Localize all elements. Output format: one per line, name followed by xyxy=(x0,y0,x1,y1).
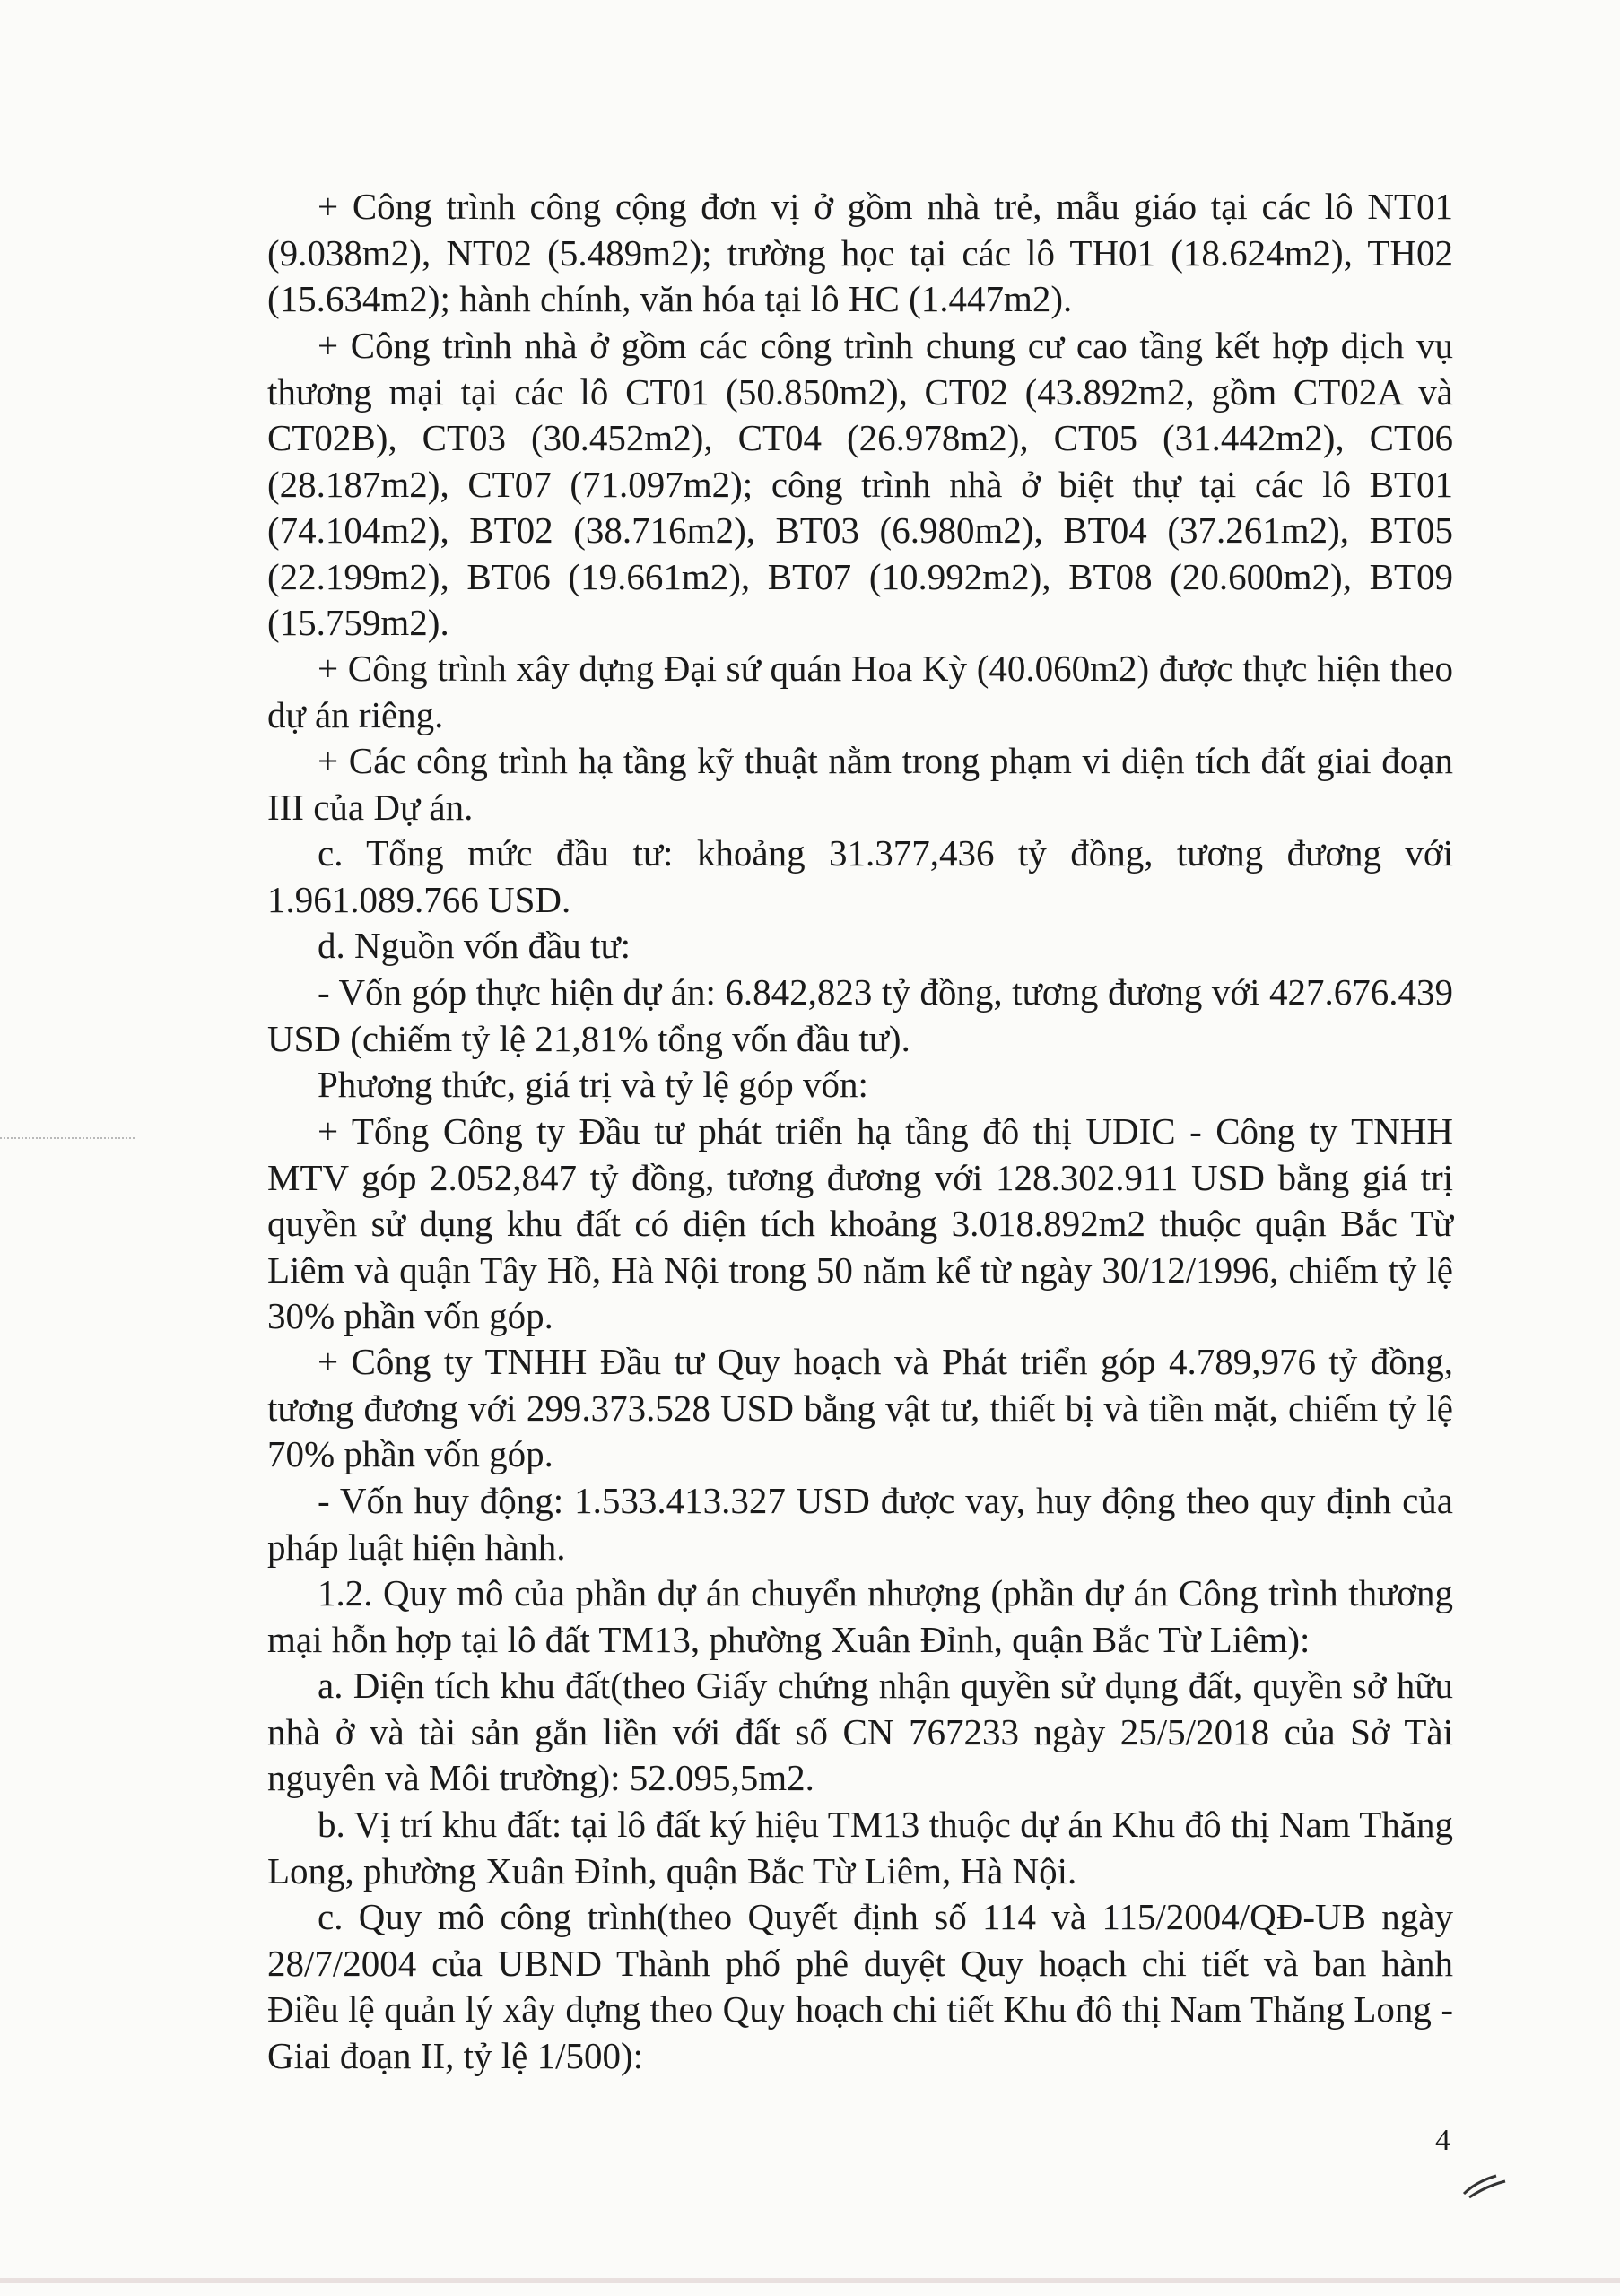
paragraph-housing-works: + Công trình nhà ở gồm các công trình chung cư cao tầng kết hợp dịch vụ thương mại tại các lô CT01 (50.850m2), CT02 (43.892m2, gồm CT02A và CT02B), CT03 (30.452m2), CT04 (26.978m2), CT05 (31.442m2), CT06 (28.187m2), CT07 (71.097m2); công trình nhà ở biệt thự tại các lô BT01 (74.104m2), BT02 (38.716m2), BT03 (6.980m2), BT04 (37.261m2), BT05 (22.199m2), BT06 (19.661m2), BT07 (10.992m2), BT08 (20.600m2), BT09 (15.759m2). xyxy=(267,325,1453,643)
paragraph-public-works: + Công trình công cộng đơn vị ở gồm nhà trẻ, mẫu giáo tại các lô NT01 (9.038m2), NT02 (5.489m2); trường học tại các lô TH01 (18.624m2), TH02 (15.634m2); hành chính, văn hóa tại lô HC (1.447m2). xyxy=(267,186,1453,319)
paragraph-construction-scale: c. Quy mô công trình(theo Quyết định số 114 và 115/2004/QĐ-UB ngày 28/7/2004 của UBND Thành phố phê duyệt Quy hoạch chi tiết và ban hành Điều lệ quản lý xây dựng theo Quy hoạch chi tiết Khu đô thị Nam Thăng Long - Giai đoạn II, tỷ lệ 1/500): xyxy=(267,1896,1453,2076)
paragraph-total-investment: c. Tổng mức đầu tư: khoảng 31.377,436 tỷ đồng, tương đương với 1.961.089.766 USD. xyxy=(267,832,1453,920)
page-number: 4 xyxy=(1435,2124,1450,2157)
paragraph-partner-contribution: + Công ty TNHH Đầu tư Quy hoạch và Phát triển góp 4.789,976 tỷ đồng, tương đương với 299.373.528 USD bằng vật tư, thiết bị và tiền mặt, chiếm tỷ lệ 70% phần vốn góp. xyxy=(267,1341,1453,1474)
paragraph-mobilized-capital: - Vốn huy động: 1.533.413.327 USD được vay, huy động theo quy định của pháp luật hiện hành. xyxy=(267,1480,1453,1568)
paragraph-land-location: b. Vị trí khu đất: tại lô đất ký hiệu TM13 thuộc dự án Khu đô thị Nam Thăng Long, phường Xuân Đỉnh, quận Bắc Từ Liêm, Hà Nội. xyxy=(267,1804,1453,1892)
paragraph-udic-contribution: + Tổng Công ty Đầu tư phát triển hạ tầng đô thị UDIC - Công ty TNHH MTV góp 2.052,847 tỷ đồng, tương đương với 128.302.911 USD bằng giá trị quyền sử dụng khu đất có diện tích khoảng 3.018.892m2 thuộc quận Bắc Từ Liêm và quận Tây Hồ, Hà Nội trong 50 năm kể từ ngày 30/12/1996, chiếm tỷ lệ 30% phần vốn góp. xyxy=(267,1110,1453,1336)
scan-bottom-edge xyxy=(0,2278,1620,2283)
paragraph-contribution-method: Phương thức, giá trị và tỷ lệ góp vốn: xyxy=(318,1064,868,1105)
scan-margin-artifact xyxy=(0,1137,135,1139)
paragraph-us-embassy: + Công trình xây dựng Đại sứ quán Hoa Kỳ (40.060m2) được thực hiện theo dự án riêng. xyxy=(267,648,1453,735)
paragraph-transfer-scale: 1.2. Quy mô của phần dự án chuyển nhượng (phần dự án Công trình thương mại hỗn hợp tại lô đất TM13, phường Xuân Đỉnh, quận Bắc Từ Liêm): xyxy=(267,1572,1453,1660)
paragraph-contributed-capital: - Vốn góp thực hiện dự án: 6.842,823 tỷ đồng, tương đương với 427.676.439 USD (chiếm tỷ lệ 21,81% tổng vốn đầu tư). xyxy=(267,971,1453,1059)
paragraph-capital-sources: d. Nguồn vốn đầu tư: xyxy=(318,925,631,966)
paragraph-infrastructure: + Các công trình hạ tầng kỹ thuật nằm trong phạm vi diện tích đất giai đoạn III của Dự án. xyxy=(267,740,1453,828)
pen-mark-icon xyxy=(1460,2170,1511,2201)
paragraph-land-area: a. Diện tích khu đất(theo Giấy chứng nhận quyền sử dụng đất, quyền sở hữu nhà ở và tài sản gắn liền với đất số CN 767233 ngày 25/5/2018 của Sở Tài nguyên và Môi trường): 52.095,5m2. xyxy=(267,1665,1453,1798)
